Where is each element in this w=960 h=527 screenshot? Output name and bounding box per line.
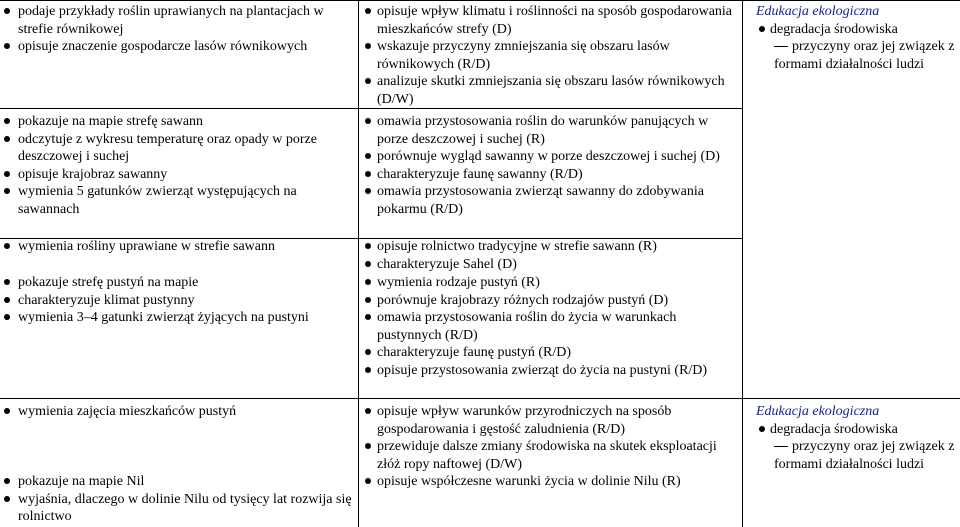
dash-item [756,438,960,473]
list-item: opisuje współczesne warunki życia w dolinie Nilu (R) [359,473,742,491]
dash-icon [774,446,788,447]
list-item: pokazuje na mapie strefę sawann [0,113,358,131]
list-item: porównuje krajobrazy różnych rodzajów pustyń (D) [359,292,742,310]
row-desert [0,274,358,327]
list-item: degradacja środowiska [756,421,960,439]
row-rainforest [0,3,358,56]
dash-item-text: przyczyny oraz jej związek z formami działalności ludzi [774,439,955,472]
list-item: wymienia 5 gatunków zwierząt występujących na sawannach [0,183,358,218]
eco-education-block [743,403,960,473]
list-item: wymienia rośliny uprawiane w strefie sawann [0,238,358,256]
list-item: odczytuje z wykresu temperaturę oraz opady w porze deszczowej i suchej [0,131,358,166]
list-item: wymienia 3–4 gatunki zwierząt żyjących na pustyni [0,309,358,327]
eco-education-block [743,3,960,73]
list-item: charakteryzuje klimat pustynny [0,292,358,310]
list-item: omawia przystosowania roślin do warunków panujących w porze deszczowej i suchej (R) [359,113,742,148]
list-item: pokazuje na mapie Nil [0,473,358,491]
row-nile [0,473,358,526]
list-item: opisuje krajobraz sawanny [0,166,358,184]
list-item: przewiduje dalsze zmiany środowiska na skutek eksploatacji złóż ropy naftowej (D/W) [359,438,742,473]
row-divider [0,108,742,109]
row-divider [0,398,960,399]
row-savanna-agriculture [359,238,742,273]
table-border-top [0,0,960,1]
list-item: pokazuje strefę pustyń na mapie [0,274,358,292]
list-item: opisuje rolnictwo tradycyjne w strefie sawann (R) [359,238,742,256]
row-desert-people [0,403,358,421]
row-desert [359,274,742,379]
list-item: charakteryzuje faunę pustyń (R/D) [359,344,742,362]
list-item: wyjaśnia, dlaczego w dolinie Nilu od tysięcy lat rozwija się rolnictwo [0,491,358,526]
dash-icon [774,46,788,47]
list-item: analizuje skutki zmniejszania się obszaru lasów równikowych (D/W) [359,73,742,108]
list-item: omawia przystosowania zwierząt sawanny do zdobywania pokarmu (R/D) [359,183,742,218]
row-savanna [359,113,742,218]
row-savanna [0,113,358,218]
dash-item-text: przyczyny oraz jej związek z formami działalności ludzi [774,39,955,72]
list-item: wskazuje przyczyny zmniejszania się obszaru lasów równikowych (R/D) [359,38,742,73]
list-item: omawia przystosowania roślin do życia w warunkach pustynnych (R/D) [359,309,742,344]
row-desert-people [359,403,742,491]
list-item: charakteryzuje faunę sawanny (R/D) [359,166,742,184]
eco-education-title: Edukacja ekologiczna [756,4,880,19]
list-item: wymienia rodzaje pustyń (R) [359,274,742,292]
list-item: podaje przykłady roślin uprawianych na plantacjach w strefie równikowej [0,3,358,38]
row-savanna-agriculture [0,238,358,256]
list-item: wymienia zajęcia mieszkańców pustyń [0,403,358,421]
list-item: degradacja środowiska [756,21,960,39]
list-item: opisuje wpływ klimatu i roślinności na sposób gospodarowania mieszkańców strefy (D) [359,3,742,38]
dash-item [756,38,960,73]
list-item: opisuje przystosowania zwierząt do życia na pustyni (R/D) [359,362,742,380]
row-rainforest [359,3,742,108]
eco-education-title: Edukacja ekologiczna [756,404,880,419]
list-item: opisuje znaczenie gospodarcze lasów równikowych [0,38,358,56]
list-item: opisuje wpływ warunków przyrodniczych na sposób gospodarowania i gęstość zaludnienia (R/D) [359,403,742,438]
list-item: charakteryzuje Sahel (D) [359,256,742,274]
list-item: porównuje wygląd sawanny w porze deszczowej i suchej (D) [359,148,742,166]
